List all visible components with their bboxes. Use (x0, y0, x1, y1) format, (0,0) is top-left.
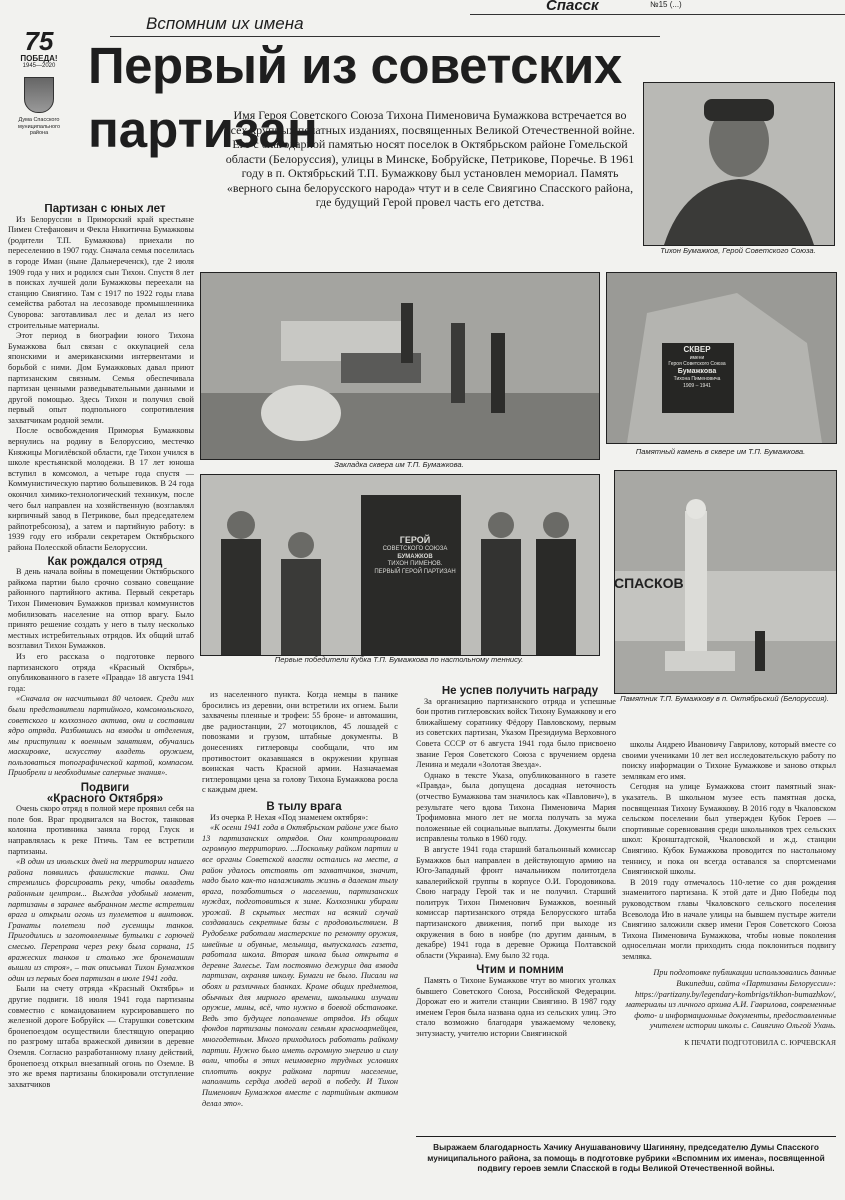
logo-years: 1945—2020 (22, 63, 56, 69)
plaque-line: Тихона Пименовича (673, 376, 721, 383)
headline-line2: партизан (88, 101, 318, 158)
heading-feats: Подвиги (80, 782, 130, 795)
planting-image (201, 273, 599, 459)
quote-source: Из очерка Р. Нехая «Под знаменем октября»: (210, 812, 369, 822)
rubric-label: Вспомним их имена (140, 14, 310, 34)
middle-column (202, 690, 398, 1195)
heading-behind-lines: В тылу врага (266, 800, 342, 813)
coat-of-arms-icon (24, 77, 54, 113)
heading-award: Не успев получить награду (441, 686, 599, 697)
paragraph: Из его рассказа о подготовке первого партизанского отряда «Красный Октябрь», опубликованного в газете «Правда» 18 августа 1941 года: (8, 651, 194, 693)
memorial-board (370, 535, 460, 645)
building-sign: СПАСКОВ (614, 575, 684, 591)
caption-photo4: Памятник Т.П. Бумажкову в п. Октябрьский (Белоруссия). (620, 694, 829, 703)
editor-credit: К ПЕЧАТИ ПОДГОТОВИЛА С. ЮРЧЕВСКАЯ (684, 1038, 836, 1048)
sources-note: При подготовке публикации использовались данные Википедии, сайта «Партизаны Белоруссии»: https://partizany.by/legendary-kombrigs/tikhon-bumazhkov/, материалы из личного архива А.И. Гаврилова, современные фото- и информационные документы, предоставленные учителем истории школы с. Свиягино Ольгой Ухань. (625, 968, 836, 1031)
board-line: ПЕРВЫЙ ГЕРОЙ ПАРТИЗАН (374, 568, 456, 575)
paragraph: После освобождения Приморья Бумажковы вернулись на родину в Белоруссию, местечко Княжицы Могилёвской области, где Тихон учился в школе крестьянской молодежи. В 17 лет юноша вступил в комсомол, а четыре года спустя — Коммунистическую партию большевиков. В 24 года окончил химико-технологический техникум, после чего был направлен на хозяйственную (возглавлял кирпичный завод в Петрикове, был председателем райпотребсоюза), а затем и партийную работу: в 1939 году его избрали секретарем Октябрьского района Полесской области Белоруссии. (8, 426, 194, 552)
plaque-line: 1909 – 1941 (683, 382, 711, 389)
heading-feats-sub: «Красного Октября» (46, 792, 164, 805)
footer-thanks: Выражаем благодарность Хачику Анушавановичу Шагиняну, председателю Думы Спасского муниципального района, за помощь в подготовке рубрики «Вспомним их имена», посвященной подвигу героев земли Спасской в годы Великой Отечественной войны. (427, 1142, 825, 1173)
left-column (8, 204, 194, 1194)
plaque-line: имени (689, 355, 705, 361)
logo-word: ПОБЕДА! (20, 54, 58, 63)
headline-line1: Первый из советских (88, 37, 622, 94)
plaque-text (661, 345, 733, 413)
heading-detachment: Как рождался отряд (47, 555, 163, 568)
quote: «Сначала он насчитывал 80 человек. Среди них были представители партийного, комсомольского, советского и колхозного актива, они и составили ядро отряда. Разбившись на взводы и отделения, мы приступили к военным занятиям, обучались маскировке, искусству владеть оружием, пользоваться топографической картой, компасом. Приобрели и необходимые саперные знания». (8, 694, 194, 778)
paragraph: За организацию партизанского отряда и успешные бои против гитлеровских войск Тихону Бумажкову и его ближайшему соратнику Фёдору Павловскому, первым из советских партизан, Указом Президиума Верховного Совета СССР от 6 августа 1941 года было присвоено звание Героя Советского Союза с вручением ордена Ленина и медали «Золотая Звезда». (416, 696, 616, 770)
plaque-line: СКВЕР (683, 345, 711, 354)
caption-photo1: Закладка сквера им Т.П. Бумажкова. (334, 460, 464, 469)
victory-logo (14, 28, 64, 188)
paragraph: школы Андрею Ивановичу Гаврилову, который вместе со своими учениками 10 лет вел исследовательскую работу по поиску информации о Тихоне Бумажкове и заново открыл землякам его имя. (622, 740, 836, 781)
paragraph: Память о Тихоне Бумажкове чтут во многих уголках бывшего Советского Союза, Российской Федерации. Дорожат ею и жители станции Свиягино. В 1987 году именем Героя была названа одна из сельских улиц. Это стало возможно благодаря уважаемому человеку, энтузиасту, учителю истории Свиягинской (416, 976, 616, 1038)
paragraph: Однако в тексте Указа, опубликованного в газете «Правда», была допущена досадная неточность (отчество Бумажкова там значилось как «Павлович»), в результате чего вдова Тихона Пименовича Мария Трофимовна много лет не могла получать за мужа положенные ей социальные выплаты. Документы были исправлены только в 1960 году. (416, 770, 616, 844)
portrait-photo (643, 82, 835, 246)
masthead-title: Спасск (546, 0, 599, 14)
paragraph: В день начала войны в помещении Октябрьского райкома партии было срочно созвано совещание районного партийного актива. Первый секретарь Тихон Пименович Бумажков призвал коммунистов мобилизовать население на отпор врагу. Было принято решение создать у него в тылу несколько местных истребительных отрядов. Их общий штаб возглавил Тихон Бумажков. (8, 567, 194, 651)
plaque-line: Бумажкова (677, 368, 717, 376)
caption-photo2: Памятный камень в сквере им Т.П. Бумажкова. (635, 447, 806, 456)
footer-rule (416, 1136, 836, 1137)
board-line: БУМАЖКОВ (397, 553, 433, 560)
quote: «В один из июльских дней на территории нашего района появились фашистские танки. Они стремились форсировать реку, чтобы овладеть районным центром... Выждав удобный момент, партизаны в заранее выбранном месте встретили врага и открыли огонь из пулеметов и винтовок. Гранаты полетели под гусеницы танков. Пригодились и заготовленные бутылки с горючей смесью. Переправа через реку была сорвана, 15 вражеских танков и столько же бронемашин вышли из строя», – так описывал Тихон Бумажков один из первых боев партизан в июле 1941 года. (8, 857, 194, 983)
paragraph: Этот период в биографии юного Тихона Бумажкова был связан с оккупацией села японскими и американскими интервентами и борьбой с ними. Дом Бумажковых давал приют партизанским связным. Семья обеспечивала партизан ценными разведывательными данными и другой помощью. Здесь Тихон и получил свой первый опыт подпольного сопротивления захватчикам родной земли. (8, 331, 194, 425)
paragraph: Сегодня на улице Бумажкова стоит памятный знак-указатель. В школьном музее есть памятная доска, посвященная Тихону Бумажкову. В 2016 году в Чкаловском сельском поселении был утвержден Кубок Героев — спортивные соревнования среди школьников трех сельских школ: Кронштадтской, Чкаловской и ж.д. станции Свиягино. Кубок Бумажкова проводится по настольному теннису, и пока он всегда оставался за спортсменами Свиягинской школы. (622, 782, 836, 877)
masthead-strip (470, 0, 845, 15)
heading-partisan-youth: Партизан с юных лет (44, 204, 166, 215)
paragraph: из населенного пункта. Когда немцы в панике бросились из деревни, они встретили их огнем. Были захвачены пленные и трофеи: 55 броне- и автомашин, две радиостанции, 27 мотоциклов, 45 лошадей с повозками и грузом, штабные документы. В донесениях гитлеровцы сообщали, что им противостоит оказавшаяся в окружении крупная воинская часть Красной армии. Назначаемая гитлеровцами цена за голову Тихона Бумажкова росла с каждым днем. (202, 690, 398, 795)
portrait-caption: Тихон Бумажков, Герой Советского Союза. (660, 246, 816, 255)
logo-caption: Дума Спасского муниципального района (17, 117, 61, 136)
board-line: ТИХОН ПИМЕНОВ. (387, 561, 443, 567)
right-center-column (416, 686, 616, 1132)
paragraph: Из Белоруссии в Приморский край крестьяне Пимен Стефанович и Фекла Никитична Бумажковы (родители Т.П. Бумажкова) приехали по переселению в 1907 году. Сначала семья поселилась в городе Иман (ныне Дальнереченск), где 2 июля 1909 года у них и родился сын Тихон. Спустя 8 лет в поисках лучшей доли Бумажковы переехали на станцию Свиягино. Там с 1917 по 1922 годы глава семейства работал на лесозаводе промышленника Суворова: заготавливал лес и делал из него строительные материалы. (8, 214, 194, 330)
logo-number: 75 (24, 26, 54, 56)
portrait-image (644, 83, 834, 245)
heading-remember: Чтим и помним (476, 964, 564, 977)
plaque-line: Героя Советского Союза (668, 361, 726, 368)
paragraph: В августе 1941 года старший батальонный комиссар Бумажков был направлен в действующую армию на Юго-Западный фронт начальником политотдела кавалерийской группы в корпусе О.И. Городовикова. Свою награду Герой так и не получил. Старший политрук Тихон Пименович Бумажков, военный комиссар партизанского отряда Белорусского штаба партизанского движения, погиб при выходе из окружения в бою в ноябре (по другим данным, в декабре) 1941 года в деревне Оржица Полтавской области (Украина). Ему было 32 года. (416, 844, 616, 960)
quote: «К осени 1941 года в Октябрьском районе уже было 13 партизанских отрядов. Они контролировали огромную территорию. ...Поскольку райком партии и все органы Советской власти остались на месте, а район удалось отстоять от захватчиков, значит, надо было как-то налаживать жизнь в далеком тылу врага, позаботиться о населении, партизанских нуждах, подготовиться к зиме. Колхозники убирали урожай. В скрытых местах на всякий случай создавались секретные базы с продовольствием. В Рудобелке работали мастерские по ремонту оружия, швейные и обувные, мельница, выпускалась газета, работала школа. Вторая школа была открыта в деревне Залесье. Там постоянно дежурил два взвода партизан, охраняя школу. Бумаги не было. Писали на обоях и различных бланках. Кроме общих предметов, обычных для мирного времени, школьники изучали оружие, мины, всё, что нужно в боевой обстановке. Ведь это будущее пополнение отрядов. Из общих фондов партизаны помогали семьям красноармейцев, многодетным. Много приходилось работать райкому партии. Нужно было иметь огромную энергию и силу воли, чтобы в этих неимоверно трудных условиях сплотить вокруг райкома партии население, наполнить сердца людей верой в победу. И Тихон Пименович Бумажков вместе с партийным активом делал это». (202, 823, 398, 1108)
photo-square-planting (200, 272, 600, 460)
paragraph: В 2019 году отмечалось 110-летие со дня рождения знаменитого партизана. К этой дате и Дню Победы под руководством главы Чкаловского сельского поселения Всеволода Ию в начале улицы на бывшем пустыре жители Свиягино заложили сквер имени Героя Советского Союза Тихона Пименовича Бумажкова, чтобы новые поколения односельчан могли приходить сюда поклониться подвигу земляка. (622, 877, 836, 961)
intro-paragraph: Имя Героя Советского Союза Тихона Пименовича Бумажкова встречается во всех крупных печатных изданиях, посвященных Великой Отечественной войне. Его с благодарной памятью носят поселок в Октябрьском районе Гомельской области (Белоруссия), улицы в Минске, Бобруйске, Петрикове, Поречье. В 1961 году в п. Октябрьский Т.П. Бумажкову был установлен мемориал. Память «верного сына белорусского народа» чтут и в селе Свиягино Спасского района, где будущий Герой провел часть его детства. (225, 108, 635, 209)
paragraph: Были на счету отряда «Красный Октябрь» и другие подвиги. 18 июля 1941 года партизаны совместно с командованием курсировавшего по железной дороге Бобруйск — Старушки советским бронепоездом осуществили блестящую операцию по разгрому штаба вражеской дивизии в деревне Оземля. Согласно разработанному плану действий, бронепоезд открыл внезапный огонь по Оземле. В это же время партизаны блокировали отступление захватчиков (8, 984, 194, 1089)
board-line: ГЕРОЙ (399, 535, 431, 545)
issue-number: №15 (...) (650, 0, 682, 9)
caption-photo3: Первые победители Кубка Т.П. Бумажкова по настольному теннису. (274, 655, 524, 664)
board-line: СОВЕТСКОГО СОЮЗА (382, 546, 448, 552)
right-column (622, 740, 836, 1132)
paragraph: Очень скоро отряд в полной мере проявил себя на поле боя. Враг продвигался на Восток, танковая колонна противника заняла город Глуск и направлялась к реке Птичь. Там ее встретили партизаны. (8, 804, 194, 856)
